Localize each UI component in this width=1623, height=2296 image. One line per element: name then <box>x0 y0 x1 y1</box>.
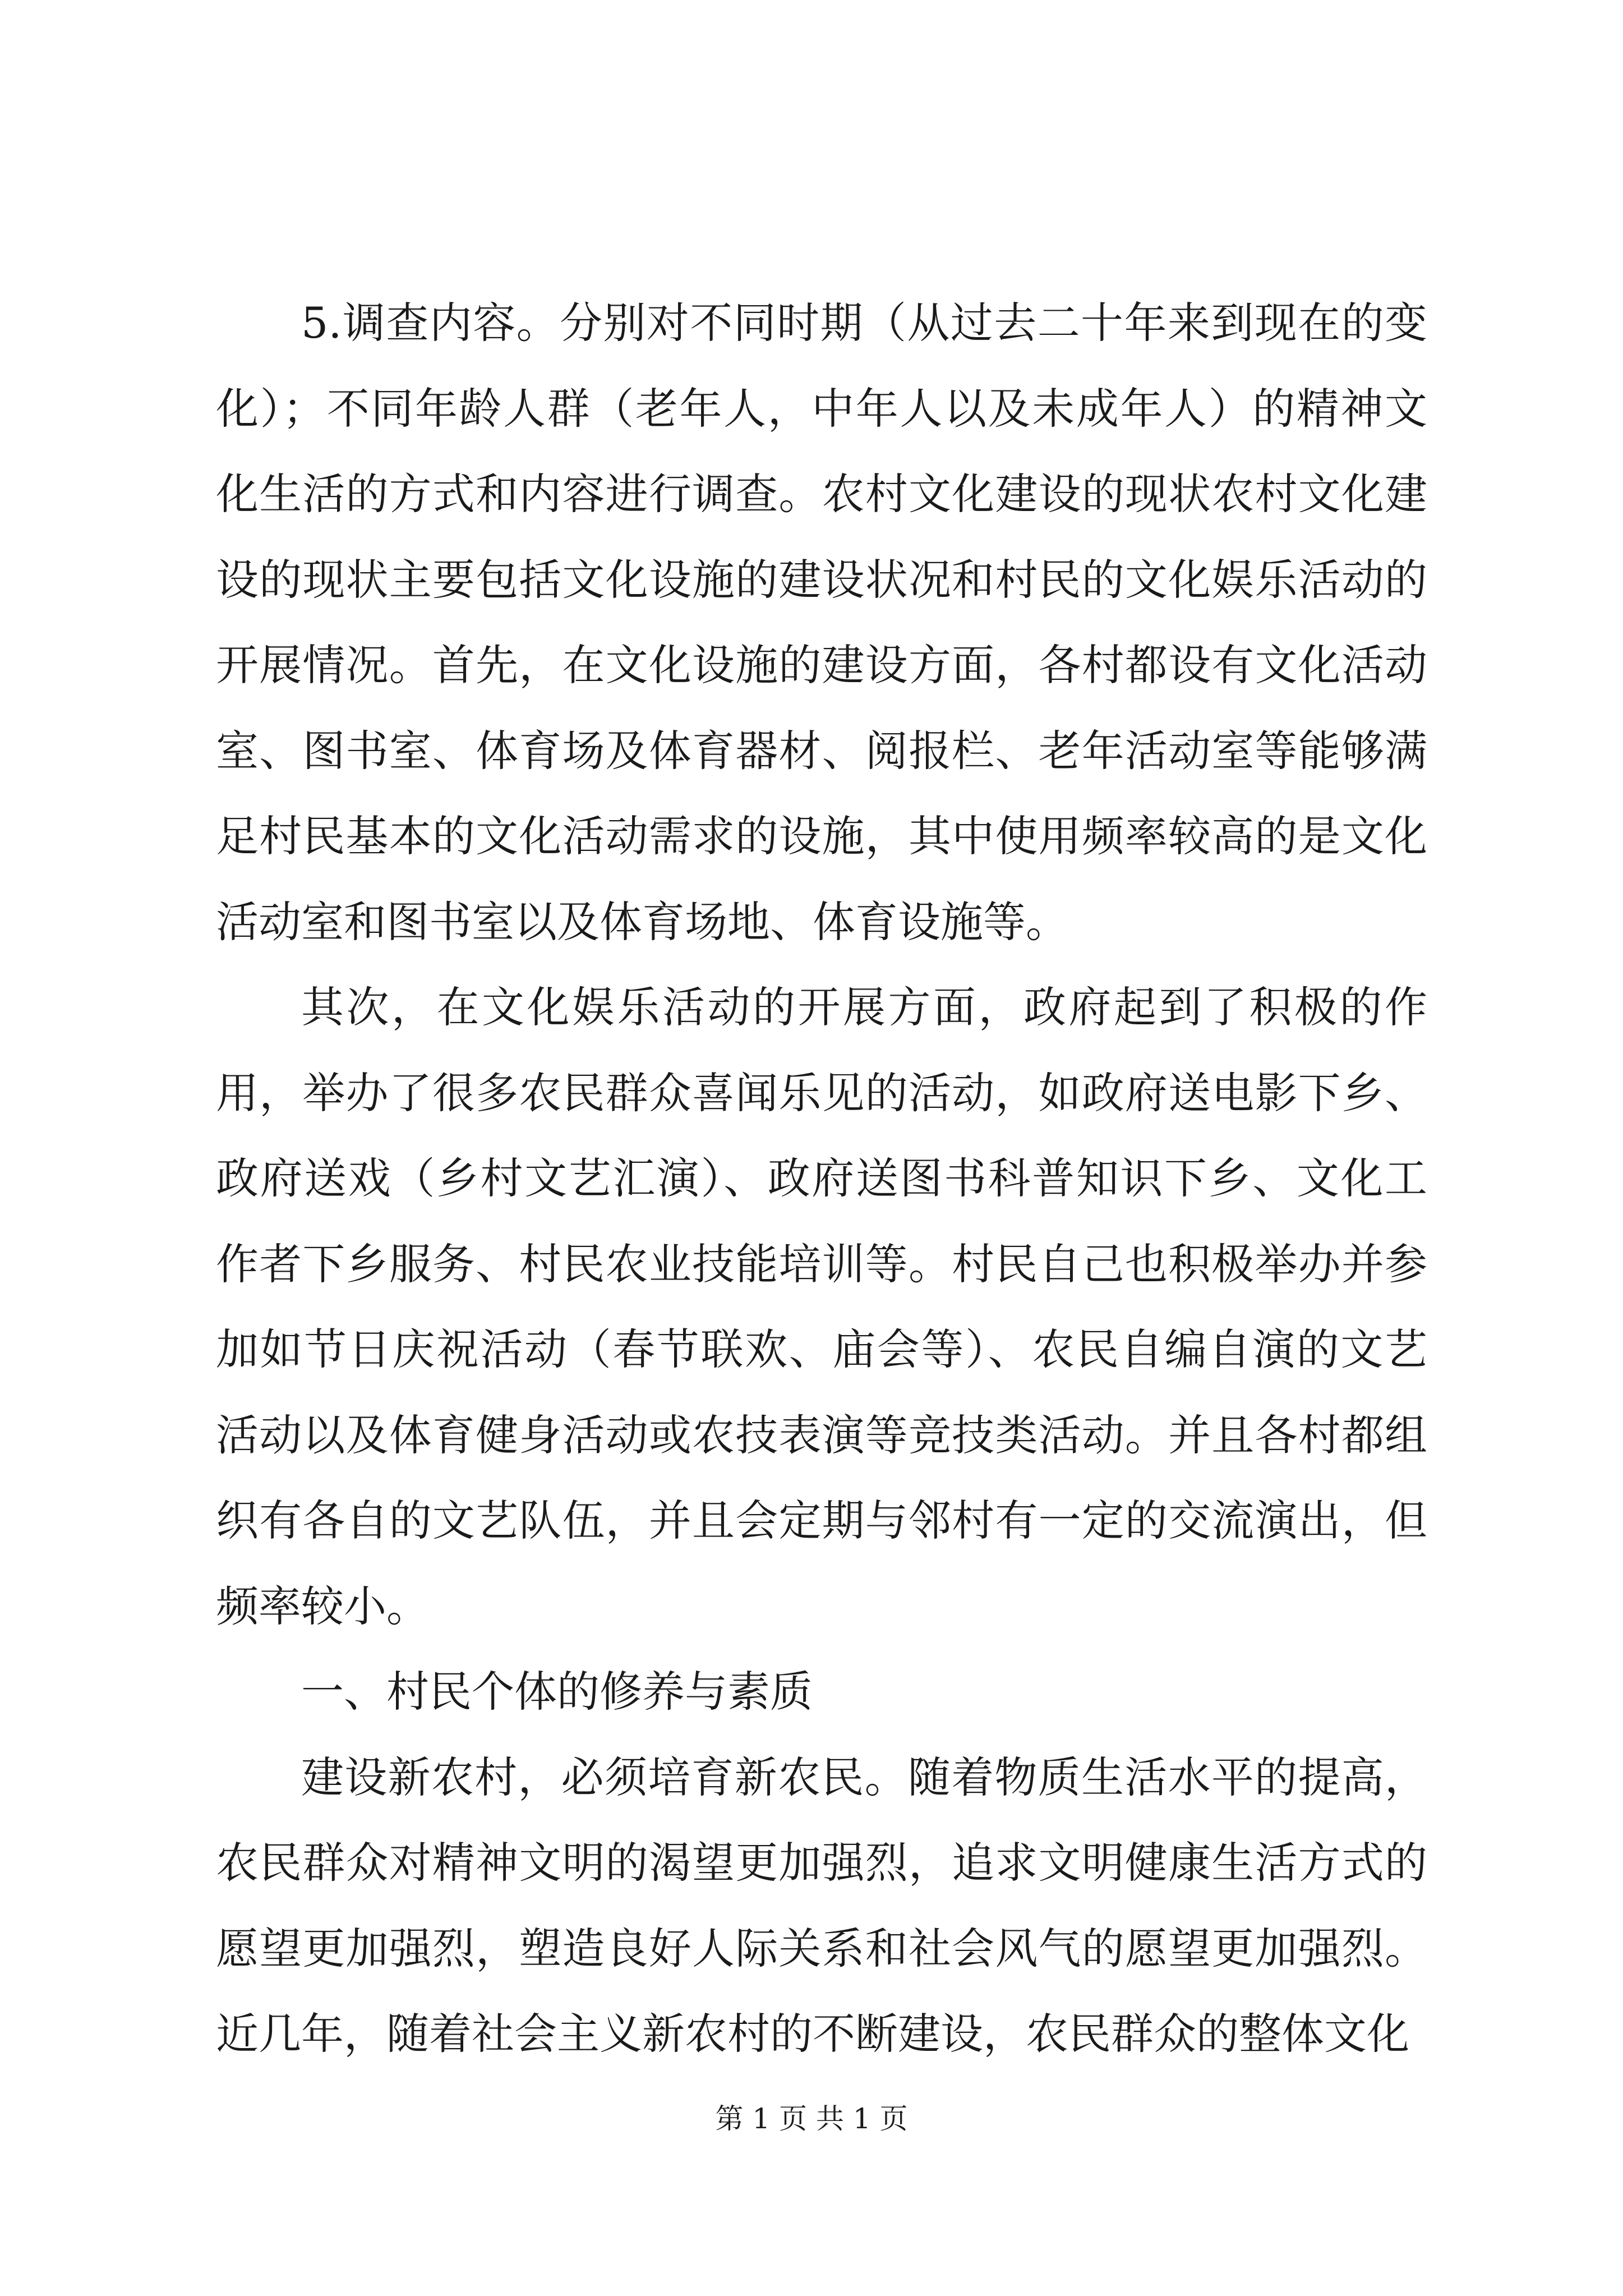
paragraph-new-farmers: 建设新农村，必须培育新农民。随着物质生活水平的提高，农民群众对精神文明的渴望更加强烈，追求文明健康生活方式的愿望更加强烈，塑造良好人际关系和社会风气的愿望更加强烈。近几年，随着社会主义新农村的不断建设，农民群众的整体文化 <box>216 1752 1427 2059</box>
section-heading: 一、村民个体的修养与素质 <box>301 1667 813 1717</box>
paragraph-survey-content: 5.调查内容。分别对不同时期（从过去二十年来到现在的变化）；不同年龄人群（老年人，中年人以及未成年人）的精神文化生活的方式和内容进行调查。农村文化建设的现状农村文化建设的现状主要包括文化设施的建设状况和村民的文化娱乐活动的开展情况。首先，在文化设施的建设方面，各村都设有文化活动室、图书室、体育场及体育器材、阅报栏、老年活动室等能够满足村民基本的文化活动需求的设施，其中使用频率较高的是文化活动室和图书室以及体育场地、体育设施等。 <box>216 298 1427 947</box>
page-footer: 第 1 页 共 1 页 <box>715 2102 908 2135</box>
paragraph-cultural-activities: 其次，在文化娱乐活动的开展方面，政府起到了积极的作用，举办了很多农民群众喜闻乐见的活动，如政府送电影下乡、政府送戏（乡村文艺汇演）、政府送图书科普知识下乡、文化工作者下乡服务、村民农业技能培训等。村民自己也积极举办并参加如节日庆祝活动（春节联欢、庙会等）、农民自编自演的文艺活动以及体育健身活动或农技表演等竞技类活动。并且各村都组织有各自的文艺队伍，并且会定期与邻村有一定的交流演出，但频率较小。 <box>216 982 1427 1631</box>
document-body <box>216 280 1427 2077</box>
